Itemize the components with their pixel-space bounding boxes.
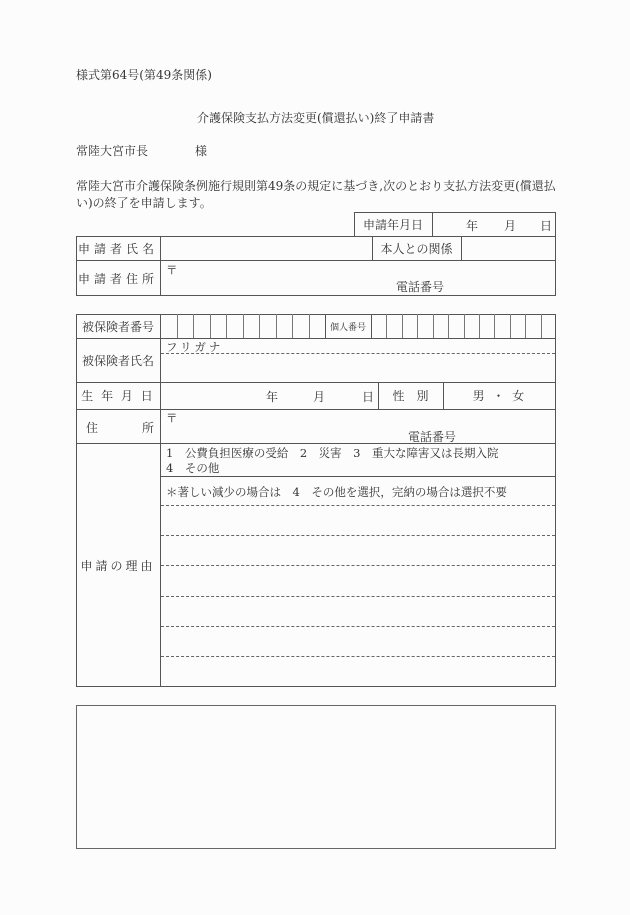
form-number: 様式第64号(第49条関係) (76, 68, 212, 82)
applicant-name-label: 申請者氏名 (77, 241, 158, 256)
furigana-field[interactable] (210, 340, 554, 352)
personal-number-digit[interactable] (448, 315, 463, 338)
personal-number-digit[interactable] (541, 315, 556, 338)
insured-number-digit[interactable] (193, 315, 210, 338)
furigana-label: フリガナ (166, 340, 224, 354)
date-month-label: 月 (504, 219, 517, 233)
address-label-1: 住 (86, 421, 99, 435)
personal-number-digit[interactable] (371, 315, 386, 338)
insured-number-digit[interactable] (243, 315, 260, 338)
application-date-label: 申請年月日 (362, 218, 423, 232)
reason-options-line1[interactable]: 1 公費負担医療の受給 2 災害 3 重大な障害又は長期入院 (166, 446, 499, 460)
digit-divider (510, 314, 511, 338)
personal-number-digit[interactable] (510, 315, 525, 338)
personal-number-digit[interactable] (494, 315, 509, 338)
insured-number-digit[interactable] (292, 315, 309, 338)
application-date-field[interactable] (434, 213, 554, 236)
personal-number-digit[interactable] (417, 315, 432, 338)
digit-divider (210, 314, 211, 338)
furigana-divider (161, 353, 555, 354)
gender-label: 性 別 (392, 389, 429, 403)
digit-divider (177, 314, 178, 338)
digit-divider (259, 314, 260, 338)
digit-divider (402, 314, 403, 338)
birth-month-label: 月 (313, 390, 326, 404)
reason-writing-line (161, 505, 555, 506)
insured-number-digit[interactable] (259, 315, 276, 338)
digit-divider (417, 314, 418, 338)
birth-date-field[interactable] (162, 384, 376, 408)
document-title: 介護保険支払方法変更(償還払い)終了申請書 (197, 111, 435, 125)
postal-mark: 〒 (166, 263, 178, 277)
remarks-box (76, 705, 556, 849)
insured-number-digit[interactable] (160, 315, 177, 338)
digit-divider (309, 314, 310, 338)
divider (76, 409, 556, 410)
insured-number-digit[interactable] (210, 315, 227, 338)
address-label-2: 所 (142, 421, 155, 435)
applicant-address-label: 申請者住所 (77, 271, 158, 286)
divider (461, 236, 462, 260)
phone-label: 電話番号 (408, 430, 457, 444)
divider (160, 236, 161, 296)
reason-options-line2[interactable]: 4 その他 (166, 461, 220, 475)
digit-divider (193, 314, 194, 338)
digit-divider (433, 314, 434, 338)
digit-divider (292, 314, 293, 338)
honorific: 様 (195, 144, 208, 158)
insured-number-digit[interactable] (177, 315, 194, 338)
date-year-label: 年 (466, 219, 479, 233)
insured-number-digit[interactable] (276, 315, 293, 338)
digit-divider (541, 314, 542, 338)
relation-label: 本人との関係 (380, 241, 453, 256)
digit-divider (464, 314, 465, 338)
intro-text: 常陸大宮市介護保険条例施行規則第49条の規定に基づき,次のとおり支払方法変更(償還払い)の終了を申請します。 (76, 179, 556, 210)
gender-options[interactable]: 男 ・ 女 (472, 389, 527, 403)
reason-note: ＊著しい減少の場合は 4 その他を選択，完納の場合は選択不要 (166, 485, 507, 499)
digit-divider (448, 314, 449, 338)
date-day-label: 日 (540, 219, 553, 233)
birth-day-label: 日 (362, 390, 375, 404)
personal-number-digit[interactable] (464, 315, 479, 338)
insured-name-label: 被保険者氏名 (81, 353, 154, 368)
postal-mark: 〒 (166, 411, 178, 425)
personal-number-digit[interactable] (433, 315, 448, 338)
digit-divider (243, 314, 244, 338)
digit-divider (494, 314, 495, 338)
personal-number-digit[interactable] (479, 315, 494, 338)
reason-label: 申請の理由 (80, 558, 156, 573)
divider (432, 212, 433, 237)
birth-year-label: 年 (266, 390, 279, 404)
digit-divider (276, 314, 277, 338)
phone-label: 電話番号 (396, 280, 445, 294)
personal-number-label: 個人番号 (329, 322, 366, 333)
divider (160, 314, 161, 687)
insured-name-field[interactable] (162, 355, 554, 381)
addressee: 常陸大宮市長 (76, 144, 149, 158)
reason-field[interactable] (162, 507, 554, 685)
insured-number-digit[interactable] (226, 315, 243, 338)
applicant-address-field[interactable] (180, 262, 554, 294)
digit-divider (386, 314, 387, 338)
relation-field[interactable] (463, 238, 554, 258)
insured-number-label: 被保険者番号 (81, 319, 154, 334)
insured-number-digit[interactable] (309, 315, 326, 338)
digit-divider (226, 314, 227, 338)
personal-number-digit[interactable] (402, 315, 417, 338)
digit-divider (525, 314, 526, 338)
digit-divider (479, 314, 480, 338)
applicant-name-field[interactable] (162, 238, 370, 258)
birth-date-label: 生 年 月 日 (81, 389, 155, 403)
personal-number-digit[interactable] (386, 315, 401, 338)
insured-address-field[interactable] (180, 411, 554, 442)
divider (160, 476, 556, 477)
personal-number-digit[interactable] (525, 315, 540, 338)
